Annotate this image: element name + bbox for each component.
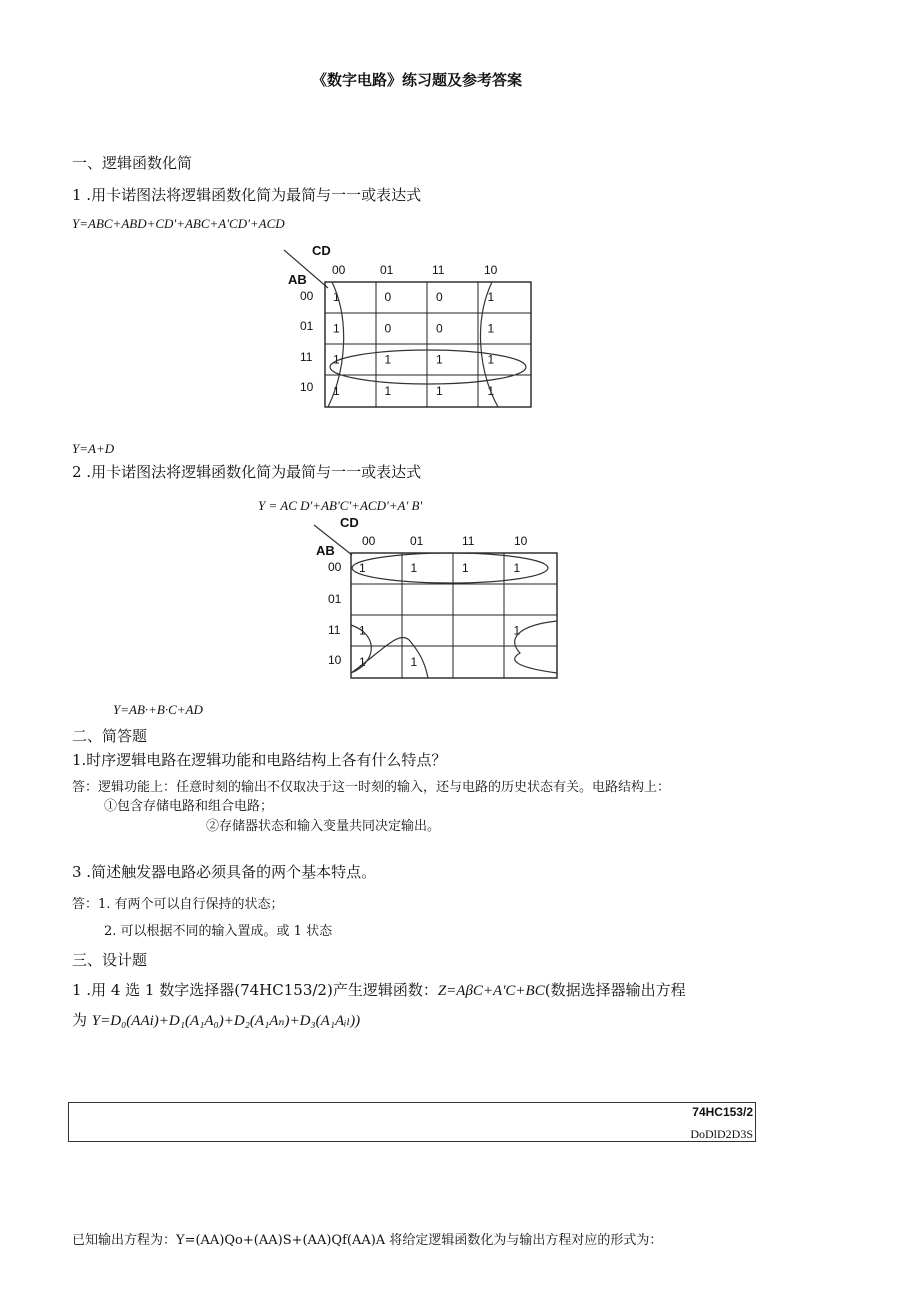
kmap-cell: 1 — [487, 383, 495, 398]
pin-labels: DoDlD2D3S — [690, 1127, 753, 1141]
expression: Y = AC D'+AB'C'+ACD'+A' B' — [258, 498, 423, 513]
row-header: 00 — [328, 560, 342, 574]
kmap-cell: 1 — [333, 321, 340, 336]
row-header: 11 — [300, 350, 313, 364]
question-text — [72, 981, 686, 1000]
kmap-cell: 1 — [384, 352, 392, 367]
row-header: 10 — [300, 380, 314, 394]
section-heading: 二、简答题 — [72, 727, 148, 745]
question-text-part: 为 — [72, 1011, 92, 1029]
section-heading: 一、逻辑函数化简 — [72, 154, 193, 172]
mux-diagram-box — [68, 1102, 756, 1142]
kmap-cell: 0 — [384, 290, 392, 304]
answer-expression: Y=A+D — [72, 441, 115, 456]
chip-label: 74HC153/2 — [692, 1105, 753, 1119]
question-text-part: (数据选择器输出方程 — [544, 981, 686, 999]
question-text-part: 1 .用 4 选 1 数字选择器(74HC153/2)产生逻辑函数： — [72, 981, 438, 999]
question-text — [72, 1011, 360, 1030]
karnaugh-map-2 — [310, 513, 570, 683]
expression: Y=D₀(AAi)+D₁(A₁A₀)+D₂(A₁Aₙ)+D₃(A₁Aᵢₗ)) — [91, 1013, 361, 1029]
row-variable-label: AB — [316, 543, 335, 558]
question-text: 1.时序逻辑电路在逻辑功能和电路结构上各有什么特点？ — [72, 751, 447, 769]
col-header: 11 — [462, 534, 475, 548]
expression: Y=ABC+ABD+CD'+ABC+A'CD'+ACD — [72, 216, 285, 231]
kmap-cell: 1 — [384, 383, 392, 398]
grouping-loop — [515, 621, 557, 673]
answer-text: 已知输出方程为：Y=(AA)Qo+(AA)S+(AA)Qf(AA)A 将给定逻辑函数化为与输出方程对应的形式为： — [72, 1233, 663, 1248]
kmap-cell: 1 — [359, 623, 366, 638]
kmap-cell: 1 — [410, 654, 418, 669]
kmap-cell: 1 — [333, 383, 340, 398]
col-header: 10 — [514, 534, 528, 548]
kmap-cell: 0 — [436, 321, 443, 336]
row-header: 00 — [300, 289, 314, 303]
kmap-cell: 0 — [436, 290, 443, 304]
karnaugh-map-1 — [280, 240, 540, 415]
answer-expression: Y=AB·+B·C+AD — [113, 702, 203, 717]
kmap-cell: 1 — [487, 321, 495, 336]
answer-text: ②存储器状态和输入变量共同决定输出。 — [206, 819, 441, 834]
row-header: 01 — [300, 319, 314, 333]
expression: Z=AβC+A'C+BC — [437, 983, 545, 999]
question-text: 2 .用卡诺图法将逻辑函数化简为最简与一一或表达式 — [72, 463, 422, 481]
col-header: 11 — [432, 263, 445, 277]
kmap-cell: 1 — [513, 623, 521, 638]
kmap-cell: 1 — [436, 383, 443, 398]
question-text: 3 .简述触发器电路必须具备的两个基本特点。 — [72, 863, 377, 881]
answer-text: 答：逻辑功能上：任意时刻的输出不仅取决于这一时刻的输入，还与电路的历史状态有关。电路结构上： — [72, 780, 671, 795]
col-header: 00 — [332, 263, 346, 277]
kmap-cell: 1 — [487, 290, 495, 304]
page-title: 《数字电路》练习题及参考答案 — [312, 71, 523, 89]
answer-text: 答：1. 有两个可以自行保持的状态； — [72, 897, 284, 912]
kmap-cell: 1 — [513, 561, 521, 575]
kmap-cell: 1 — [359, 561, 366, 575]
kmap-cell: 1 — [436, 352, 443, 367]
kmap-cell: 0 — [384, 321, 392, 336]
row-header: 01 — [328, 592, 342, 606]
kmap-cell: 1 — [410, 561, 418, 575]
kmap-cell: 1 — [333, 290, 340, 304]
section-heading: 三、设计题 — [72, 951, 148, 969]
kmap-cell: 1 — [359, 654, 366, 669]
col-header: 01 — [380, 263, 394, 277]
col-header: 00 — [362, 534, 376, 548]
kmap-cell: 1 — [462, 561, 469, 575]
row-header: 11 — [328, 623, 341, 637]
col-header: 01 — [410, 534, 424, 548]
answer-text: 2. 可以根据不同的输入置成。或 1 状态 — [104, 924, 333, 939]
row-variable-label: AB — [288, 272, 307, 287]
answer-text: ①包含存储电路和组合电路； — [104, 799, 274, 814]
grouping-loop — [330, 350, 526, 384]
row-header: 10 — [328, 653, 342, 667]
question-text: 1 .用卡诺图法将逻辑函数化简为最简与一一或表达式 — [72, 186, 422, 204]
kmap-cell: 1 — [333, 352, 340, 367]
col-header: 10 — [484, 263, 498, 277]
col-variable-label: CD — [340, 515, 359, 530]
col-variable-label: CD — [312, 243, 331, 258]
kmap-cell: 1 — [487, 352, 495, 367]
